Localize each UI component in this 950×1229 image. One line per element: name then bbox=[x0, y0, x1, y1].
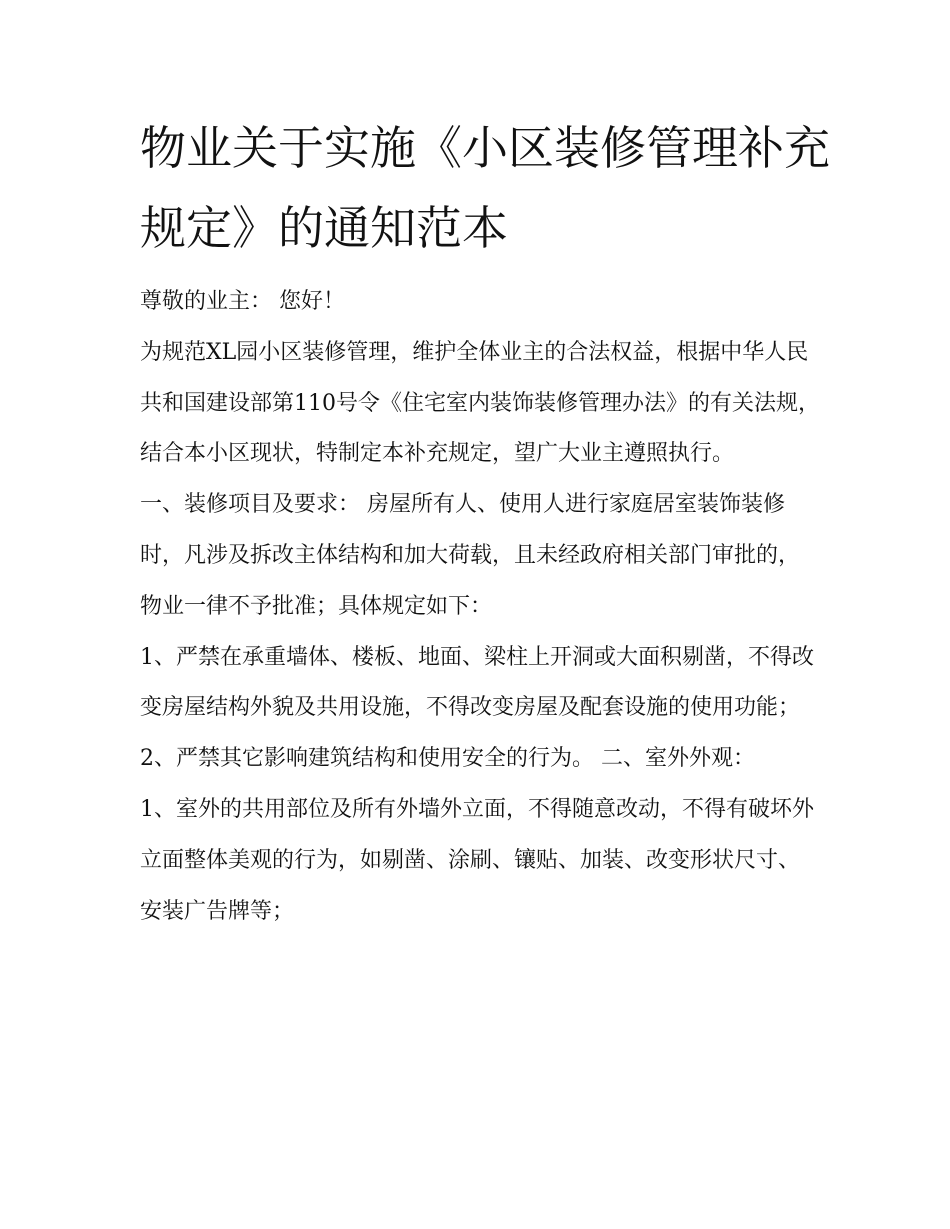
rule-two-paragraph: 2、严禁其它影响建筑结构和使用安全的行为。 二、室外外观： bbox=[140, 746, 755, 772]
intro-paragraph: 为规范XL园小区装修管理，维护全体业主的合法权益，根据中华人民共和国建设部第110号令《住宅室内装饰装修管理办法》的有关法规，结合本小区现状，特制定本补充规定，望广大业主遵照执行。 bbox=[140, 339, 820, 467]
section-one-paragraph: 一、装修项目及要求： 房屋所有人、使用人进行家庭居室装饰装修时，凡涉及拆改主体结构和加大荷载，且未经政府相关部门审批的，物业一律不予批准；具体规定如下： bbox=[140, 492, 801, 619]
document-body bbox=[140, 277, 820, 937]
greeting-paragraph: 尊敬的业主： 您好！ bbox=[140, 289, 345, 314]
exterior-rule-one-paragraph: 1、室外的共用部位及所有外墙外立面，不得随意改动，不得有破坏外立面整体美观的行为，如剔凿、涂刷、镶贴、加装、改变形状尺寸、安装广告牌等； bbox=[140, 796, 814, 924]
rule-one-paragraph: 1、严禁在承重墙体、楼板、地面、梁柱上开洞或大面积剔凿，不得改变房屋结构外貌及共用设施，不得改变房屋及配套设施的使用功能； bbox=[140, 644, 814, 721]
document-title: 物业关于实施《小区装修管理补充规定》的通知范本 bbox=[140, 121, 830, 255]
